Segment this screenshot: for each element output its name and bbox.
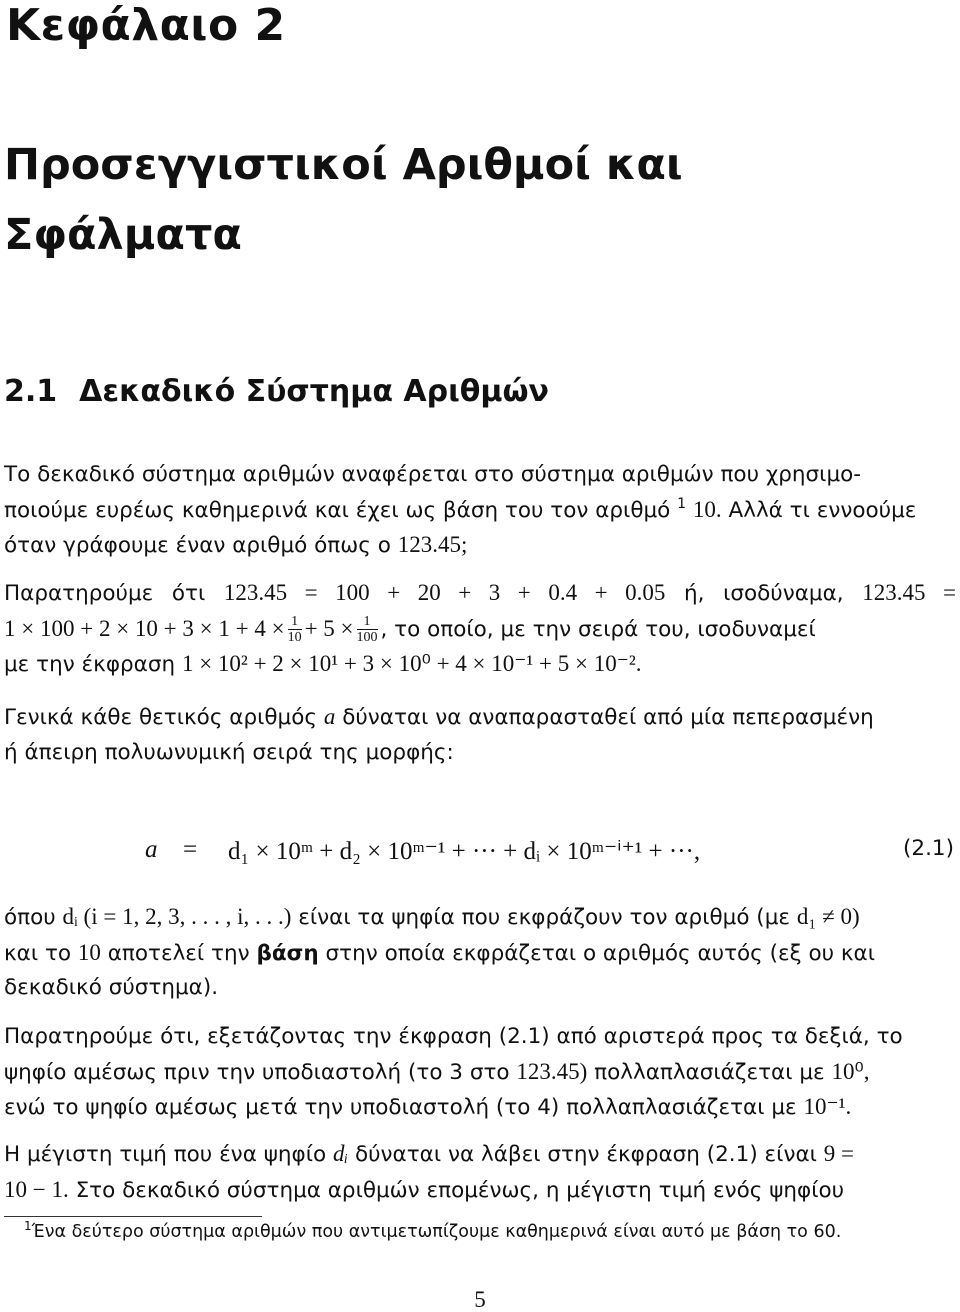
fraction-numerator: 1 — [357, 614, 378, 630]
text-span: με την έκφραση — [4, 652, 176, 677]
paragraph-decomposition — [4, 576, 956, 683]
math-expression: 1 × 100 + 2 × 10 + 3 × 1 + 4 × — [4, 615, 285, 641]
chapter-heading: Κεφάλαιο 2 — [6, 0, 286, 51]
text-span: , το οποίο, με την σειρά του, ισοδυναμεί — [380, 616, 816, 642]
footnote-text: Ένα δεύτερο σύστημα αριθμών που αντιμετωπίζουμε καθημερινά είναι αυτό με βάση το 60. — [31, 1222, 842, 1242]
text-span: δύναται να αναπαρασταθεί από μία πεπερασμένη — [342, 705, 874, 730]
paragraph-line — [4, 612, 956, 648]
paragraph-line — [4, 576, 956, 612]
text-span: Αλλά τι εννοούμε — [728, 497, 917, 523]
paragraph-line: δεκαδικό σύστημα). — [4, 975, 219, 1000]
variable: a — [323, 704, 336, 729]
number: 10. — [692, 496, 722, 522]
text-span: όπου — [4, 905, 56, 930]
section-heading — [4, 374, 549, 409]
paragraph-line — [4, 700, 956, 736]
chapter-title-line-1: Προσεγγιστικοί Αριθμοί και — [4, 140, 683, 190]
text-span: είναι τα ψηφία που εκφράζουν τον αριθμό (με — [298, 905, 790, 930]
footnote-ref: 1 — [677, 495, 687, 512]
math-expression: dᵢ (i = 1, 2, 3, . . . , i, . . .) — [62, 904, 292, 929]
fraction — [357, 614, 378, 645]
math-expression: d₁ ≠ 0) — [796, 904, 860, 929]
text-span: ποιούμε ευρέως καθημερινά και έχει ως βάση του τον αριθμό — [4, 497, 671, 523]
variable: dᵢ — [332, 1141, 349, 1166]
equation-rhs: d₁ × 10ᵐ + d₂ × 10ᵐ⁻¹ + ··· + dᵢ × 10ᵐ⁻ⁱ⁺¹ + ···, — [228, 838, 701, 865]
number: 10 — [77, 939, 101, 965]
text-span: και το — [4, 940, 72, 966]
section-title: Δεκαδικό Σύστημα Αριθμών — [79, 374, 549, 409]
paragraph-line: Το δεκαδικό σύστημα αριθμών αναφέρεται στο σύστημα αριθμών που χρησιμο- — [4, 462, 862, 487]
fraction — [288, 614, 302, 645]
fraction-denominator: 10 — [287, 630, 302, 645]
fraction-denominator: 100 — [356, 630, 378, 645]
paragraph-line — [4, 528, 956, 564]
text-span: όταν γράφουμε έναν αριθμό όπως ο — [4, 533, 391, 558]
math-expression: 10 − 1. — [4, 1176, 69, 1202]
paragraph-line — [4, 1137, 956, 1173]
equation-lhs: a — [145, 836, 158, 863]
paragraph-digits — [4, 900, 956, 1006]
paragraph-observation — [4, 1020, 956, 1126]
page-number: 5 — [474, 1287, 486, 1312]
text-span: ενώ το ψηφίο αμέσως μετά την υποδιαστολή (το 4) πολλαπλασιάζεται με — [4, 1095, 797, 1120]
footnote-mark: 1 — [24, 1219, 32, 1233]
paragraph-line — [4, 493, 956, 529]
footnote — [24, 1219, 842, 1242]
paragraph-intro — [4, 458, 956, 564]
paragraph-line — [4, 1090, 956, 1126]
paragraph-line — [4, 647, 956, 683]
chapter-title — [4, 130, 683, 270]
paragraph-line — [4, 1055, 956, 1091]
number: 123.45; — [397, 532, 468, 557]
math-expression: 123.45 = — [862, 580, 956, 605]
math-expression: 123.45 = 100 + 20 + 3 + 0.4 + 0.05 — [223, 580, 666, 605]
text-span: αποτελεί την — [107, 940, 250, 966]
display-equation — [0, 832, 960, 872]
text-span: ψηφίο αμέσως πριν την υποδιαστολή (το 3 στο — [4, 1059, 510, 1085]
math-expression: 1 × 10² + 2 × 10¹ + 3 × 10⁰ + 4 × 10⁻¹ + 5 × 10⁻². — [181, 651, 642, 676]
text-span: δύναται να λάβει στην έκφραση (2.1) είναι — [354, 1142, 817, 1167]
text-span: Γενικά κάθε θετικός αριθμός — [4, 705, 317, 730]
text-span: Παρατηρούμε ότι — [4, 581, 206, 606]
paragraph-maximum — [4, 1137, 956, 1208]
bold-term: βάση — [256, 940, 319, 966]
paragraph-line: Παρατηρούμε ότι, εξετάζοντας την έκφραση (2.1) από αριστερά προς τα δεξιά, το — [4, 1024, 903, 1049]
paragraph-line — [4, 1173, 956, 1209]
math-expression: 9 = — [823, 1141, 854, 1166]
text-span: στην οποία εκφράζεται ο αριθμός αυτός (εξ ου και — [325, 940, 876, 966]
equation-tag: (2.1) — [903, 836, 954, 861]
math-expression: 10⁻¹. — [803, 1094, 852, 1119]
equation-equals: = — [183, 836, 198, 863]
text-span: πολλαπλασιάζεται με — [594, 1059, 825, 1085]
text-span: Η μέγιστη τιμή που ένα ψηφίο — [4, 1142, 327, 1167]
chapter-title-line-2: Σφάλματα — [4, 210, 242, 260]
math-expression: 10⁰, — [831, 1058, 870, 1084]
paragraph-general — [4, 700, 956, 770]
section-number: 2.1 — [4, 374, 58, 409]
text-span: Στο δεκαδικό σύστημα αριθμών επομένως, η μέγιστη τιμή ενός ψηφίου — [75, 1177, 845, 1203]
footnote-rule — [4, 1216, 262, 1217]
text-span: ή, ισοδύναμα, — [683, 581, 844, 606]
math-expression: + 5 × — [304, 615, 354, 641]
number: 123.45) — [516, 1058, 588, 1084]
paragraph-line: ή άπειρη πολυωνυμική σειρά της μορφής: — [4, 739, 454, 765]
paragraph-line — [4, 936, 956, 972]
paragraph-line — [4, 900, 956, 936]
fraction-numerator: 1 — [288, 614, 302, 630]
